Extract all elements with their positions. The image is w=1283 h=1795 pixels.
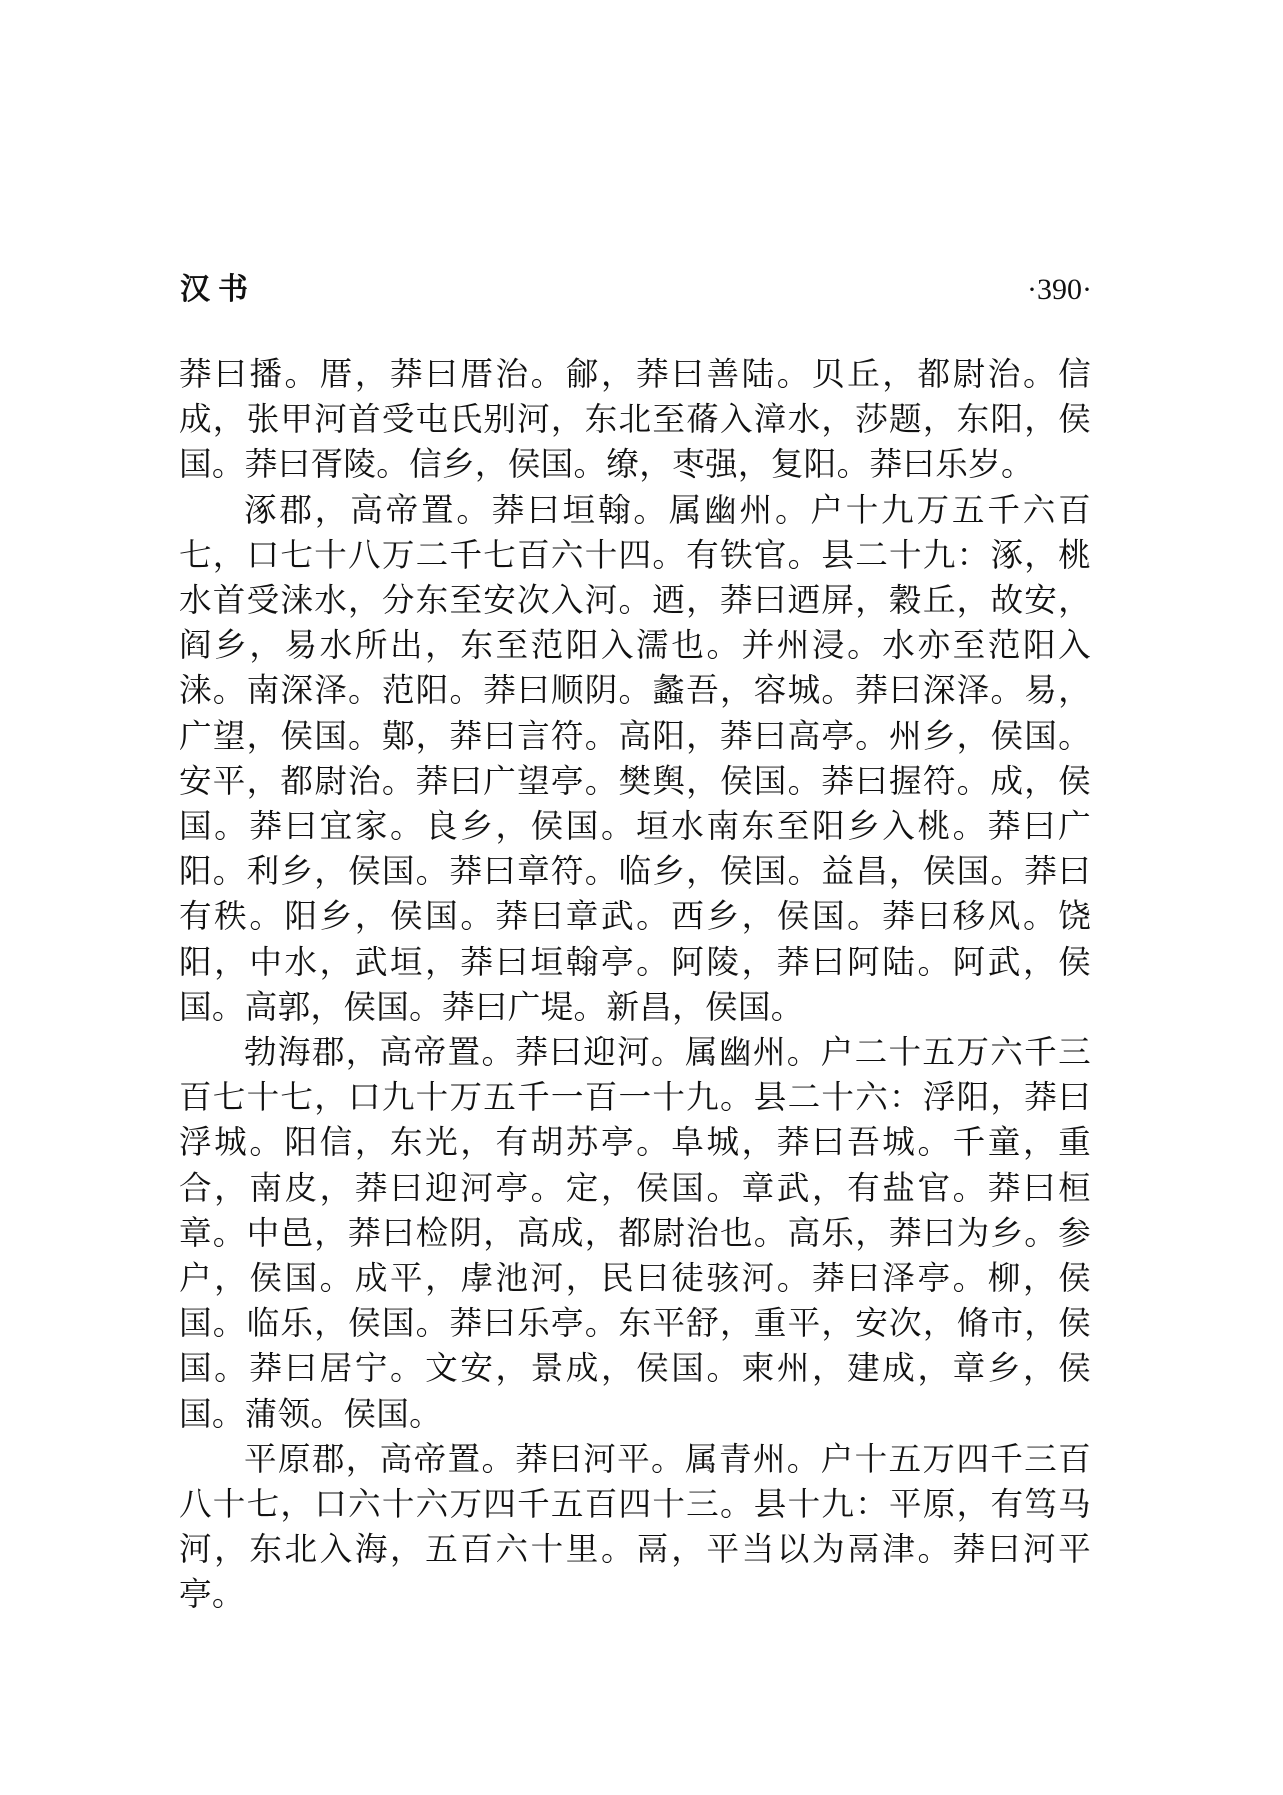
- paragraph-continuation: 莽曰播。厝，莽曰厝治。鄃，莽曰善陆。贝丘，都尉治。信成，张甲河首受屯氏别河，东北至蓨入漳水，莎题，东阳，侯国。莽曰胥陵。信乡，侯国。缭，枣强，复阳。莽曰乐岁。: [179, 355, 1091, 484]
- paragraph-zhuo-commandery: 涿郡，高帝置。莽曰垣翰。属幽州。户十九万五千六百七，口七十八万二千七百六十四。有铁官。县二十九：涿，桃水首受涞水，分东至安次入河。迺，莽曰迺屏，穀丘，故安，阎乡，易水所出，东至范阳入濡也。并州浸。水亦至范阳入涞。南深泽。范阳。莽曰顺阴。蠡吾，容城。莽曰深泽。易，广望，侯国。鄚，莽曰言符。高阳，莽曰高亭。州乡，侯国。安平，都尉治。莽曰广望亭。樊舆，侯国。莽曰握符。成，侯国。莽曰宜家。良乡，侯国。垣水南东至阳乡入桃。莽曰广阳。利乡，侯国。莽曰章符。临乡，侯国。益昌，侯国。莽曰有秩。阳乡，侯国。莽曰章武。西乡，侯国。莽曰移风。饶阳，中水，武垣，莽曰垣翰亭。阿陵，莽曰阿陆。阿武，侯国。高郭，侯国。莽曰广堤。新昌，侯国。: [179, 490, 1091, 1026]
- page-number: ·390·: [1027, 273, 1092, 306]
- paragraph-pingyuan-commandery: 平原郡，高帝置。莽曰河平。属青州。户十五万四千三百八十七，口六十六万四千五百四十三。县十九：平原，有笃马河，东北入海，五百六十里。鬲，平当以为鬲津。莽曰河平亭。: [179, 1439, 1091, 1614]
- paragraph-bohai-commandery: 勃海郡，高帝置。莽曰迎河。属幽州。户二十五万六千三百七十七，口九十万五千一百一十九。县二十六：浮阳，莽曰浮城。阳信，东光，有胡苏亭。阜城，莽曰吾城。千童，重合，南皮，莽曰迎河亭。定，侯国。章武，有盐官。莽曰桓章。中邑，莽曰检阴，高成，都尉治也。高乐，莽曰为乡。参户，侯国。成平，虖池河，民曰徒骇河。莽曰泽亭。柳，侯国。临乐，侯国。莽曰乐亭。东平舒，重平，安次，脩市，侯国。莽曰居宁。文安，景成，侯国。柬州，建成，章乡，侯国。蒲领。侯国。: [179, 1033, 1091, 1433]
- book-title: 汉书: [180, 272, 256, 307]
- body-text: [179, 352, 1091, 1618]
- page-header: [180, 268, 1092, 312]
